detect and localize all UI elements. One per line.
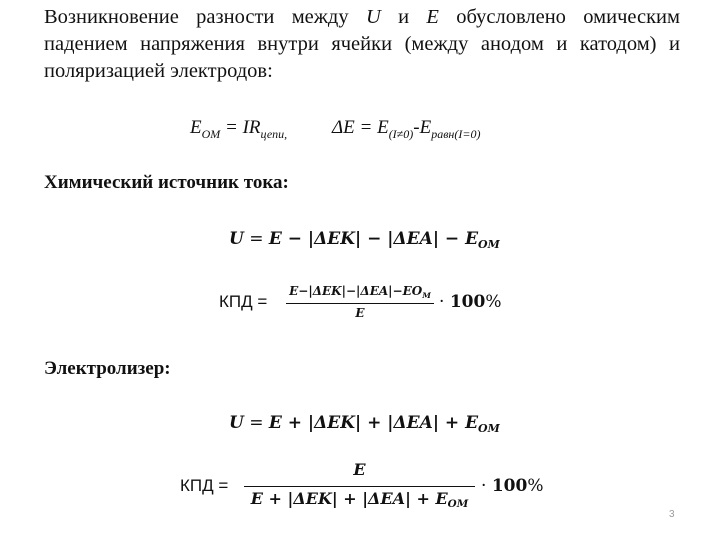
elec-eq-sign: = [243, 413, 269, 433]
polarization-mid: -E [413, 117, 432, 138]
elec-kpd-fraction-bar [244, 486, 475, 487]
page-number: 3 [669, 509, 675, 520]
ohmic-lhs-sub: ОМ [201, 127, 221, 141]
ohmic-lhs: E [190, 117, 202, 138]
chem-kpd-numerator: $E-|\Delta EK|-|\Delta EA|-EO_M$ [289, 284, 431, 300]
intro-var-e: E [426, 6, 439, 28]
chem-kpd-fraction-bar [286, 303, 434, 304]
chem-eq-lhs: U [229, 229, 244, 249]
elec-eq-sub: OM [478, 422, 500, 435]
intro-var-u: U [365, 6, 381, 28]
chem-source-heading: Химический источник тока: [44, 172, 289, 193]
elec-eq-lhs: U [229, 413, 244, 433]
chem-kpd-fraction [286, 284, 434, 326]
polarization-lhs: ΔE = E [332, 117, 389, 138]
elec-eq-body: E + |ΔEK| + |ΔEA| + E [268, 413, 479, 433]
polarization-sub1: (I≠0) [388, 127, 414, 141]
elec-kpd-multiplier: · 100% [481, 476, 544, 496]
elec-kpd-numerator: E [353, 460, 366, 479]
intro-text-2: и [380, 6, 427, 28]
ohmic-drop-formula [190, 117, 287, 142]
chem-eq-sub: OM [478, 238, 500, 251]
chem-source-voltage-equation [229, 229, 500, 251]
chem-eq-body: E − |ΔEK| − |ΔEA| − E [268, 229, 479, 249]
elec-kpd-fraction [244, 460, 475, 514]
intro-paragraph [44, 4, 680, 85]
polarization-formula [332, 117, 480, 142]
ohmic-rhs-sub: цепи, [260, 127, 288, 141]
polarization-sub2: равн(I=0) [431, 127, 481, 141]
chem-kpd-label: КПД = [219, 292, 268, 311]
intro-text-3: обусловлено омическим падением напряжения внутри ячейки (между анодом и катодом) и поляризацией электродов: [44, 6, 680, 82]
electrolyzer-voltage-equation [229, 413, 500, 435]
chem-eq-sign: = [243, 229, 269, 249]
chem-kpd-denominator: E [355, 306, 365, 320]
ohmic-rhs: = IR [220, 117, 261, 138]
electrolyzer-heading: Электролизер: [44, 358, 171, 379]
intro-text-1: Возникновение разности между [44, 6, 366, 28]
elec-kpd-label: КПД = [180, 476, 229, 495]
chem-kpd-multiplier: · 100% [439, 292, 502, 312]
elec-kpd-denominator: $E + |\Delta EK| + |\Delta EA| + E_{OM}$ [250, 489, 469, 510]
